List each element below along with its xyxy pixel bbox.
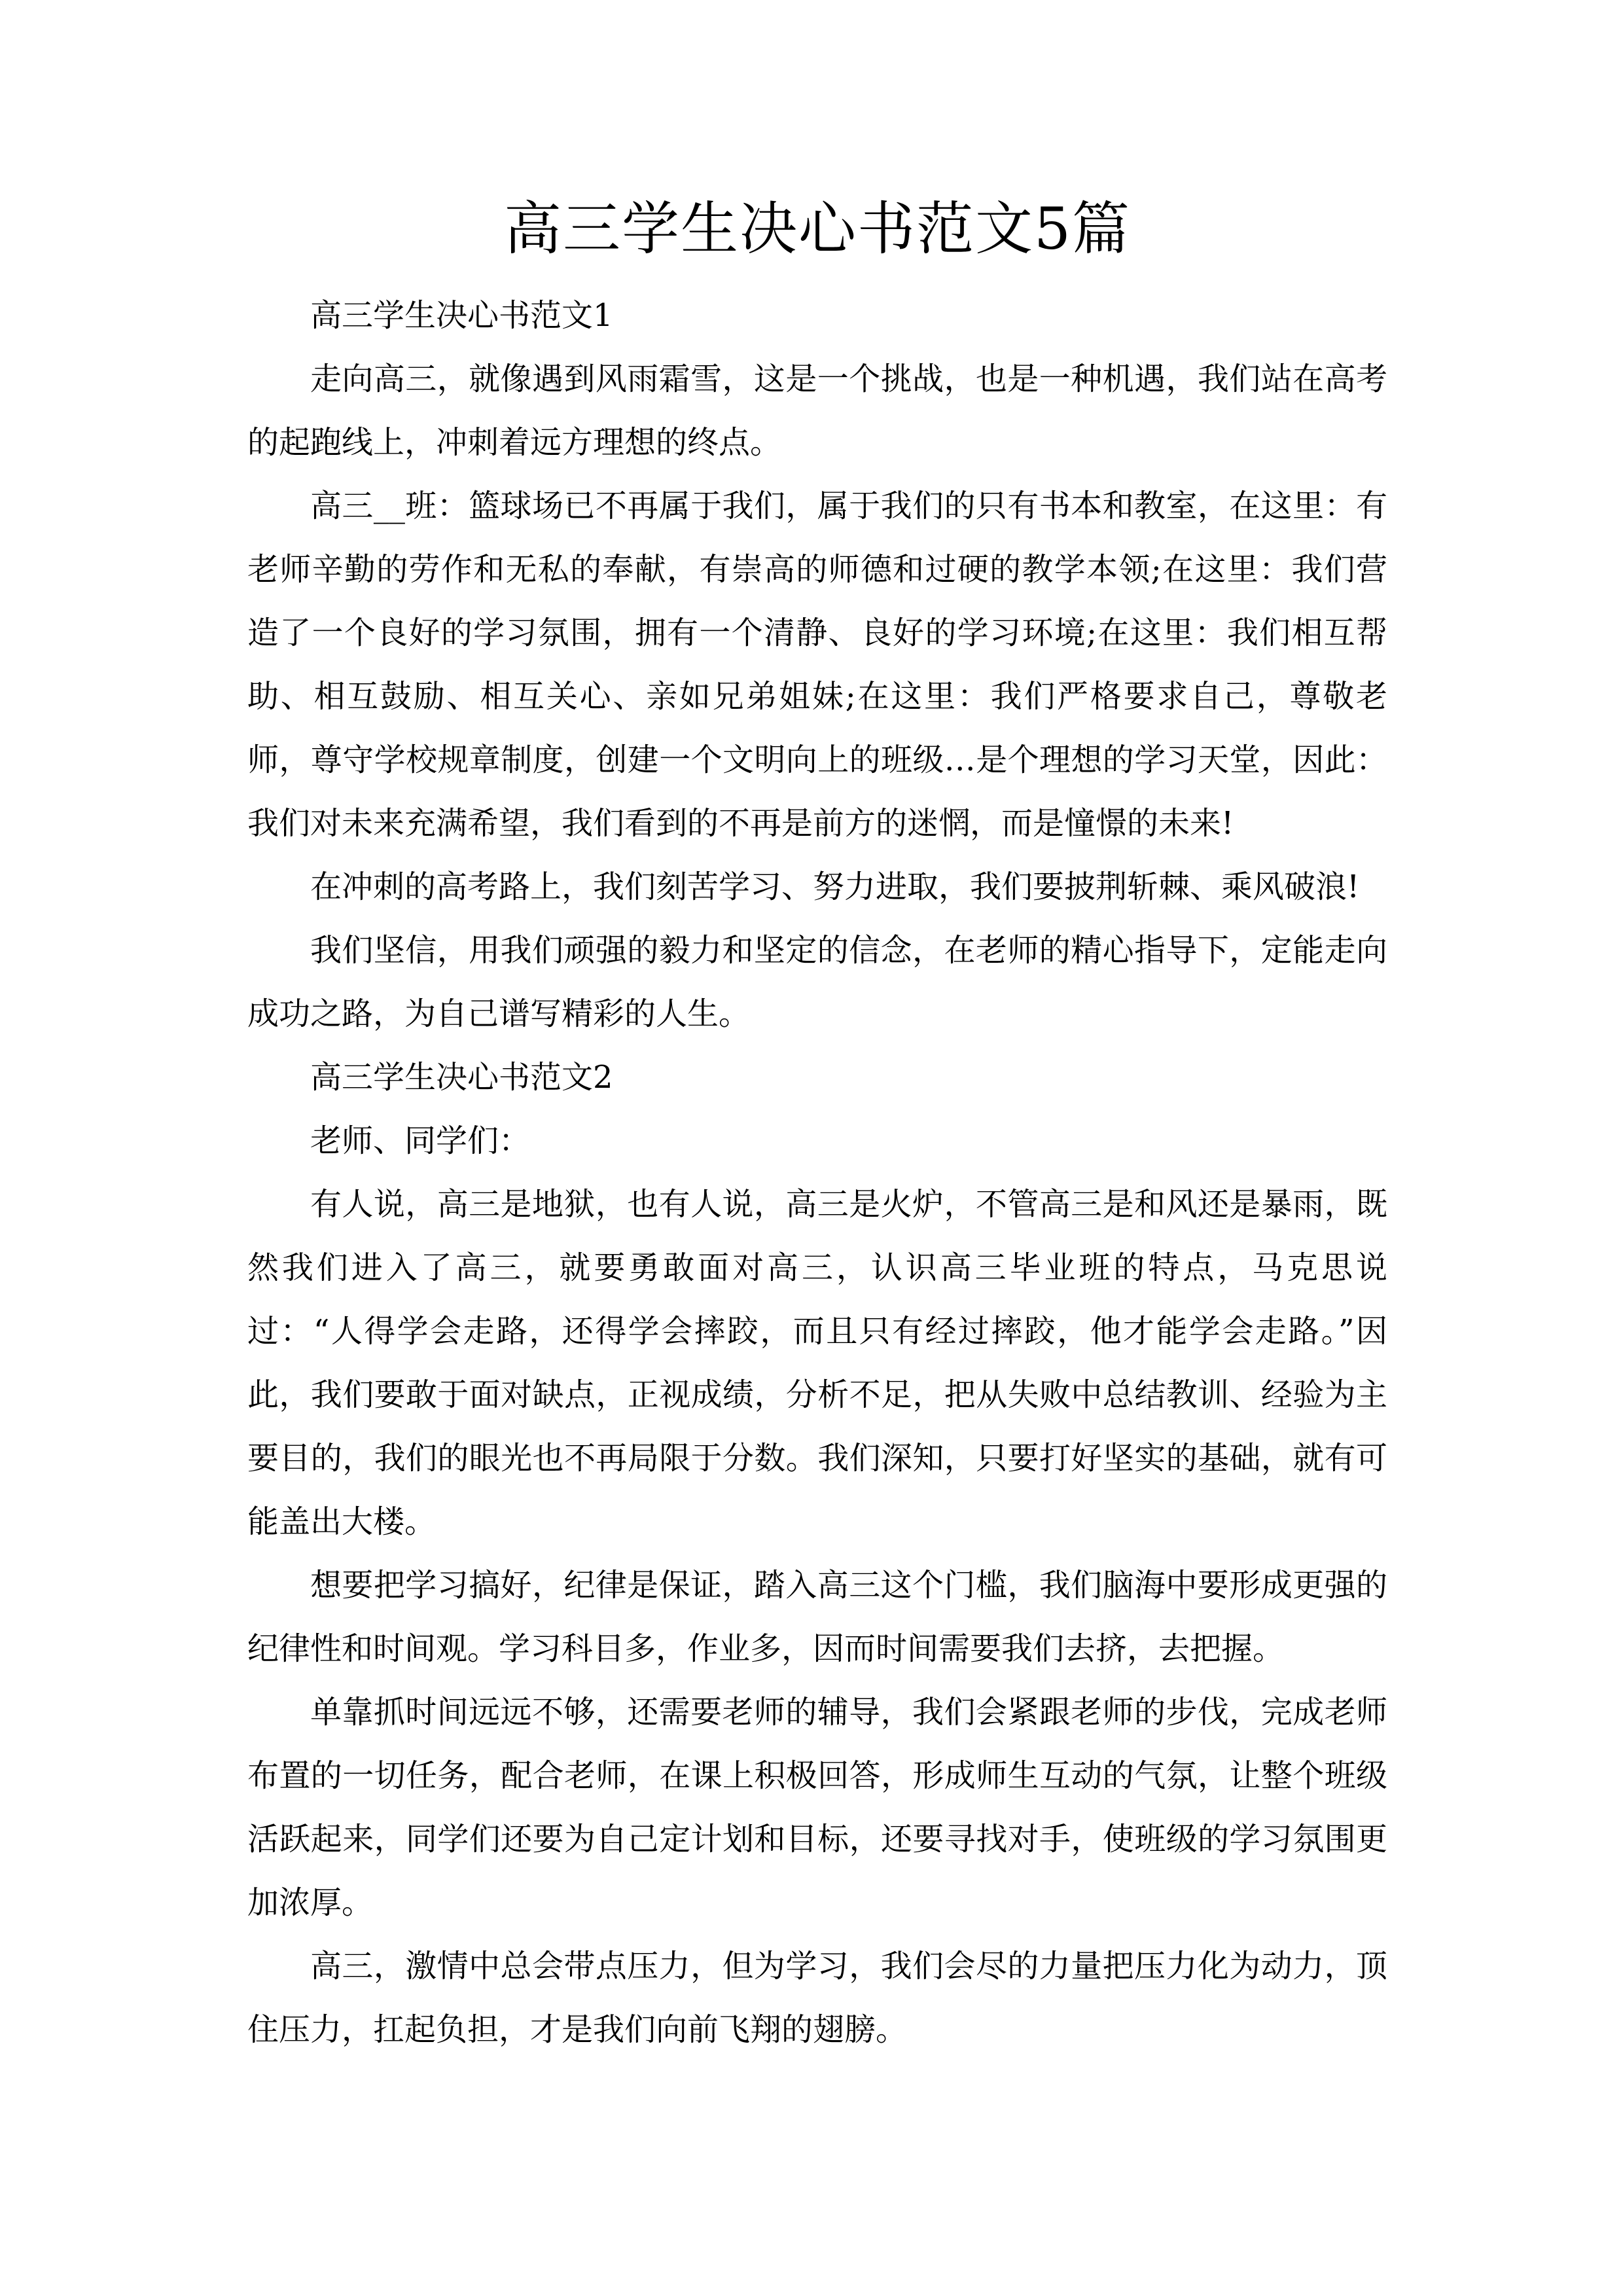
paragraph: 我们坚信，用我们顽强的毅力和坚定的信念，在老师的精心指导下，定能走向成功之路，为自己谱写精彩的人生。 [247, 932, 1387, 1032]
section-heading-2: 高三学生决心书范文2 [310, 1059, 613, 1096]
paragraph: 高三__班：篮球场已不再属于我们，属于我们的只有书本和教室，在这里：有老师辛勤的劳作和无私的奉献，有崇高的师德和过硬的教学本领;在这里：我们营造了一个良好的学习氛围，拥有一个清静、良好的学习环境;在这里：我们相互帮助、相互鼓励、相互关心、亲如兄弟姐妹;在这里：我们严格要求自己，尊敬老师，尊守学校规章制度，创建一个文明向上的班级…是个理想的学习天堂，因此：我们对未来充满希望，我们看到的不再是前方的迷惘，而是憧憬的未来! [247, 488, 1387, 842]
paragraph: 走向高三，就像遇到风雨霜雪，这是一个挑战，也是一种机遇，我们站在高考的起跑线上，冲刺着远方理想的终点。 [247, 361, 1387, 461]
paragraph: 想要把学习搞好，纪律是保证，踏入高三这个门槛，我们脑海中要形成更强的纪律性和时间观。学习科目多，作业多，因而时间需要我们去挤，去把握。 [247, 1567, 1387, 1667]
document-page [247, 190, 1387, 2062]
section-heading-1: 高三学生决心书范文1 [310, 297, 613, 334]
document-title: 高三学生决心书范文5篇 [504, 195, 1131, 262]
salutation: 老师、同学们： [310, 1122, 531, 1159]
paragraph: 单靠抓时间远远不够，还需要老师的辅导，我们会紧跟老师的步伐，完成老师布置的一切任务，配合老师，在课上积极回答，形成师生互动的气氛，让整个班级活跃起来，同学们还要为自己定计划和目标，还要寻找对手，使班级的学习氛围更加浓厚。 [247, 1694, 1387, 1921]
paragraph: 在冲刺的高考路上，我们刻苦学习、努力进取，我们要披荆斩棘、乘风破浪! [310, 869, 1360, 905]
paragraph: 高三，激情中总会带点压力，但为学习，我们会尽的力量把压力化为动力，顶住压力，扛起负担，才是我们向前飞翔的翅膀。 [247, 1948, 1387, 2048]
paragraph: 有人说，高三是地狱，也有人说，高三是火炉，不管高三是和风还是暴雨，既然我们进入了高三，就要勇敢面对高三，认识高三毕业班的特点，马克思说过：“人得学会走路，还得学会摔跤，而且只有经过摔跤，他才能学会走路。”因此，我们要敢于面对缺点，正视成绩，分析不足，把从失败中总结教训、经验为主要目的，我们的眼光也不再局限于分数。我们深知，只要打好坚实的基础，就有可能盖出大楼。 [247, 1186, 1387, 1540]
